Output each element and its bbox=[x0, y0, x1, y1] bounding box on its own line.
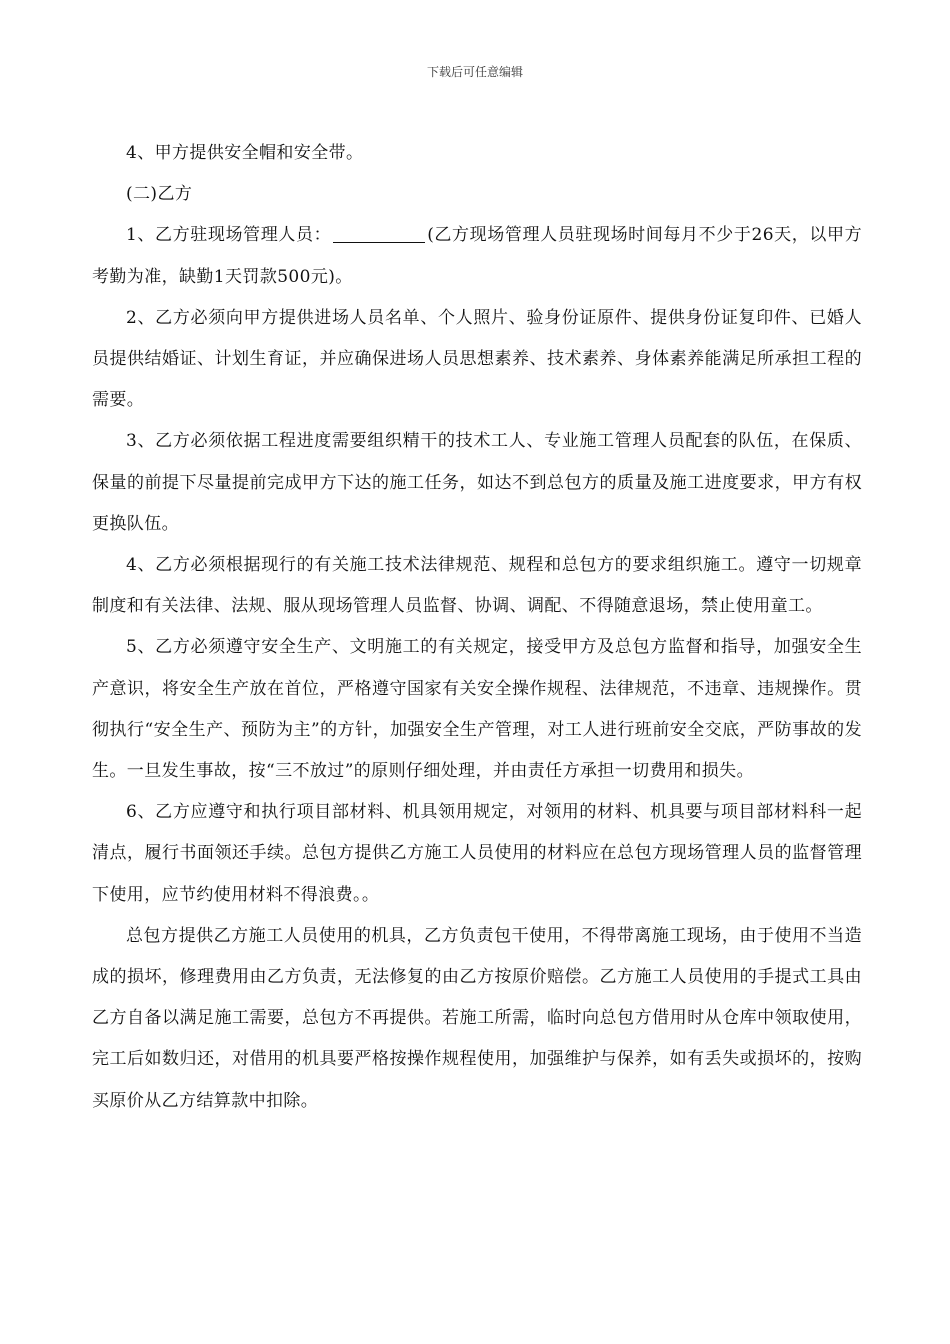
document-body bbox=[92, 133, 862, 1122]
fill-in-blank-line bbox=[333, 224, 425, 243]
paragraph-equipment-usage: 总包方提供乙方施工人员使用的机具，乙方负责包干使用，不得带离施工现场，由于使用不当造成的损坏，修理费用由乙方负责，无法修复的由乙方按原价赔偿。乙方施工人员使用的手提式工具由乙方自备以满足施工需要，总包方不再提供。若施工所需，临时向总包方借用时从仓库中领取使用，完工后如数归还，对借用的机具要严格按操作规程使用，加强维护与保养，如有丢失或损坏的，按购买原价从乙方结算款中扣除。 bbox=[92, 925, 862, 1111]
paragraph-party-b-item-1 bbox=[92, 215, 862, 297]
paragraph-party-b-item-4: 4、乙方必须根据现行的有关施工技术法律规范、规程和总包方的要求组织施工。遵守一切规章制度和有关法律、法规、服从现场管理人员监督、协调、调配、不得随意退场，禁止使用童工。 bbox=[92, 555, 862, 617]
paragraph-party-b-item-6: 6、乙方应遵守和执行项目部材料、机具领用规定，对领用的材料、机具要与项目部材料科一起清点，履行书面领还手续。总包方提供乙方施工人员使用的材料应在总包方现场管理人员的监督管理下使用，应节约使用材料不得浪费。。 bbox=[92, 802, 862, 905]
paragraph-text: (乙方现场管理人员驻现场时间每月不少于26天，以甲方考勤为准，缺勤1天罚款500元)。 bbox=[92, 225, 862, 287]
paragraph-party-b-item-5: 5、乙方必须遵守安全生产、文明施工的有关规定，接受甲方及总包方监督和指导，加强安全生产意识，将安全生产放在首位，严格遵守国家有关安全操作规程、法律规范，不违章、违规操作。贯彻执行“安全生产、预防为主”的方针，加强安全生产管理，对工人进行班前安全交底，严防事故的发生。一旦发生事故，按“三不放过”的原则仔细处理，并由责任方承担一切费用和损失。 bbox=[92, 637, 862, 782]
page-header-note: 下载后可任意编辑 bbox=[426, 65, 523, 79]
paragraph-party-a-item-4: 4、甲方提供安全帽和安全带。 bbox=[126, 143, 364, 163]
paragraph-party-b-item-3: 3、乙方必须依据工程进度需要组织精干的技术工人、专业施工管理人员配套的队伍，在保质、保量的前提下尽量提前完成甲方下达的施工任务，如达不到总包方的质量及施工进度要求，甲方有权更换队伍。 bbox=[92, 431, 862, 534]
paragraph-text: 1、乙方驻现场管理人员： bbox=[126, 225, 332, 246]
section-heading-party-b: (二)乙方 bbox=[126, 184, 193, 205]
paragraph-party-b-item-2: 2、乙方必须向甲方提供进场人员名单、个人照片、验身份证原件、提供身份证复印件、已婚人员提供结婚证、计划生育证，并应确保进场人员思想素养、技术素养、身体素养能满足所承担工程的需要。 bbox=[92, 307, 862, 411]
